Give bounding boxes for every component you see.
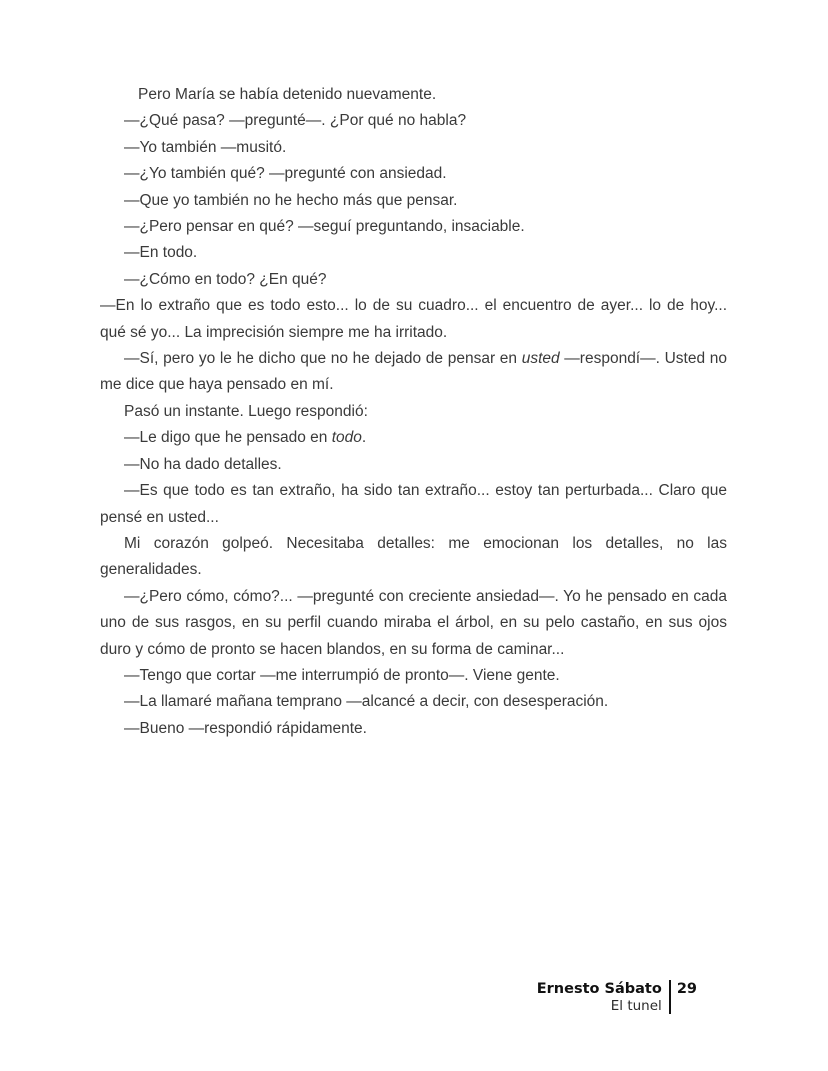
text-run: usted: [521, 350, 560, 368]
page-footer: [537, 980, 697, 1014]
paragraph: [100, 425, 727, 451]
paragraph: [100, 188, 727, 214]
footer-divider: [669, 980, 671, 1014]
paragraph: [100, 399, 727, 425]
text-run: —¿Pero pensar en qué? —seguí preguntando, insaciable.: [124, 218, 525, 236]
paragraph: [100, 240, 727, 266]
text-run: —¿Qué pasa? —pregunté—. ¿Por qué no habla?: [124, 112, 467, 130]
paragraph: [100, 689, 727, 715]
text-run: Pero María se había detenido nuevamente.: [138, 86, 437, 103]
text-run: —No ha dado detalles.: [124, 455, 282, 473]
text-run: —Yo también —musitó.: [124, 138, 287, 156]
text-run: .: [361, 429, 367, 447]
book-text: [100, 82, 727, 742]
text-run: —¿Cómo en todo? ¿En qué?: [124, 270, 327, 288]
text-run: —Sí, pero yo le he dicho que no he dejado de pensar en: [124, 350, 522, 368]
text-run: —¿Pero cómo, cómo?... —pregunté con creciente ansiedad—. Yo he pensado en cada uno de sus rasgos, en su perfil cuando miraba el árbol, en su pelo castaño, en sus ojos duro y cómo de pronto se hacen blandos, en su forma de caminar...: [100, 587, 727, 658]
paragraph: [100, 478, 727, 531]
text-run: todo: [331, 429, 362, 447]
text-run: —Que yo también no he hecho más que pensar.: [124, 191, 458, 209]
text-run: —¿Yo también qué? —pregunté con ansiedad.: [124, 165, 447, 183]
paragraph: [100, 346, 727, 399]
text-run: —Bueno —respondió rápidamente.: [124, 719, 367, 737]
text-run: —En todo.: [124, 244, 198, 262]
paragraph: [100, 108, 727, 134]
paragraph: [100, 82, 727, 108]
footer-meta: [537, 980, 662, 1014]
paragraph: [100, 531, 727, 584]
text-run: Mi corazón golpeó. Necesitaba detalles: me emocionan los detalles, no las generalidades.: [100, 534, 727, 579]
paragraph: [100, 135, 727, 161]
footer-author: Ernesto Sábato: [536, 981, 662, 997]
paragraph: [100, 214, 727, 240]
text-run: —En lo extraño que es todo esto... lo de su cuadro... el encuentro de ayer... lo de hoy... qué sé yo... La imprecisión siempre me ha irritado.: [100, 297, 727, 341]
paragraph: [100, 452, 727, 478]
text-run: —Es que todo es tan extraño, ha sido tan extraño... estoy tan perturbada... Claro que pensé en usted...: [100, 482, 727, 526]
text-run: —La llamaré mañana temprano —alcancé a decir, con desesperación.: [124, 693, 609, 711]
paragraph: [100, 663, 727, 689]
paragraph: [100, 716, 727, 742]
page-number: 29: [676, 981, 697, 997]
text-run: —respondí—. Usted no me dice que haya pensado en mí.: [100, 350, 727, 394]
paragraph: [100, 293, 727, 346]
text-run: —Le digo que he pensado en: [124, 429, 332, 447]
text-run: Pasó un instante. Luego respondió:: [124, 402, 368, 420]
paragraph: [100, 161, 727, 187]
paragraph: [100, 584, 727, 663]
text-run: —Tengo que cortar —me interrumpió de pronto—. Viene gente.: [124, 666, 560, 684]
footer-book-title: El tunel: [610, 998, 662, 1014]
paragraph: [100, 267, 727, 293]
